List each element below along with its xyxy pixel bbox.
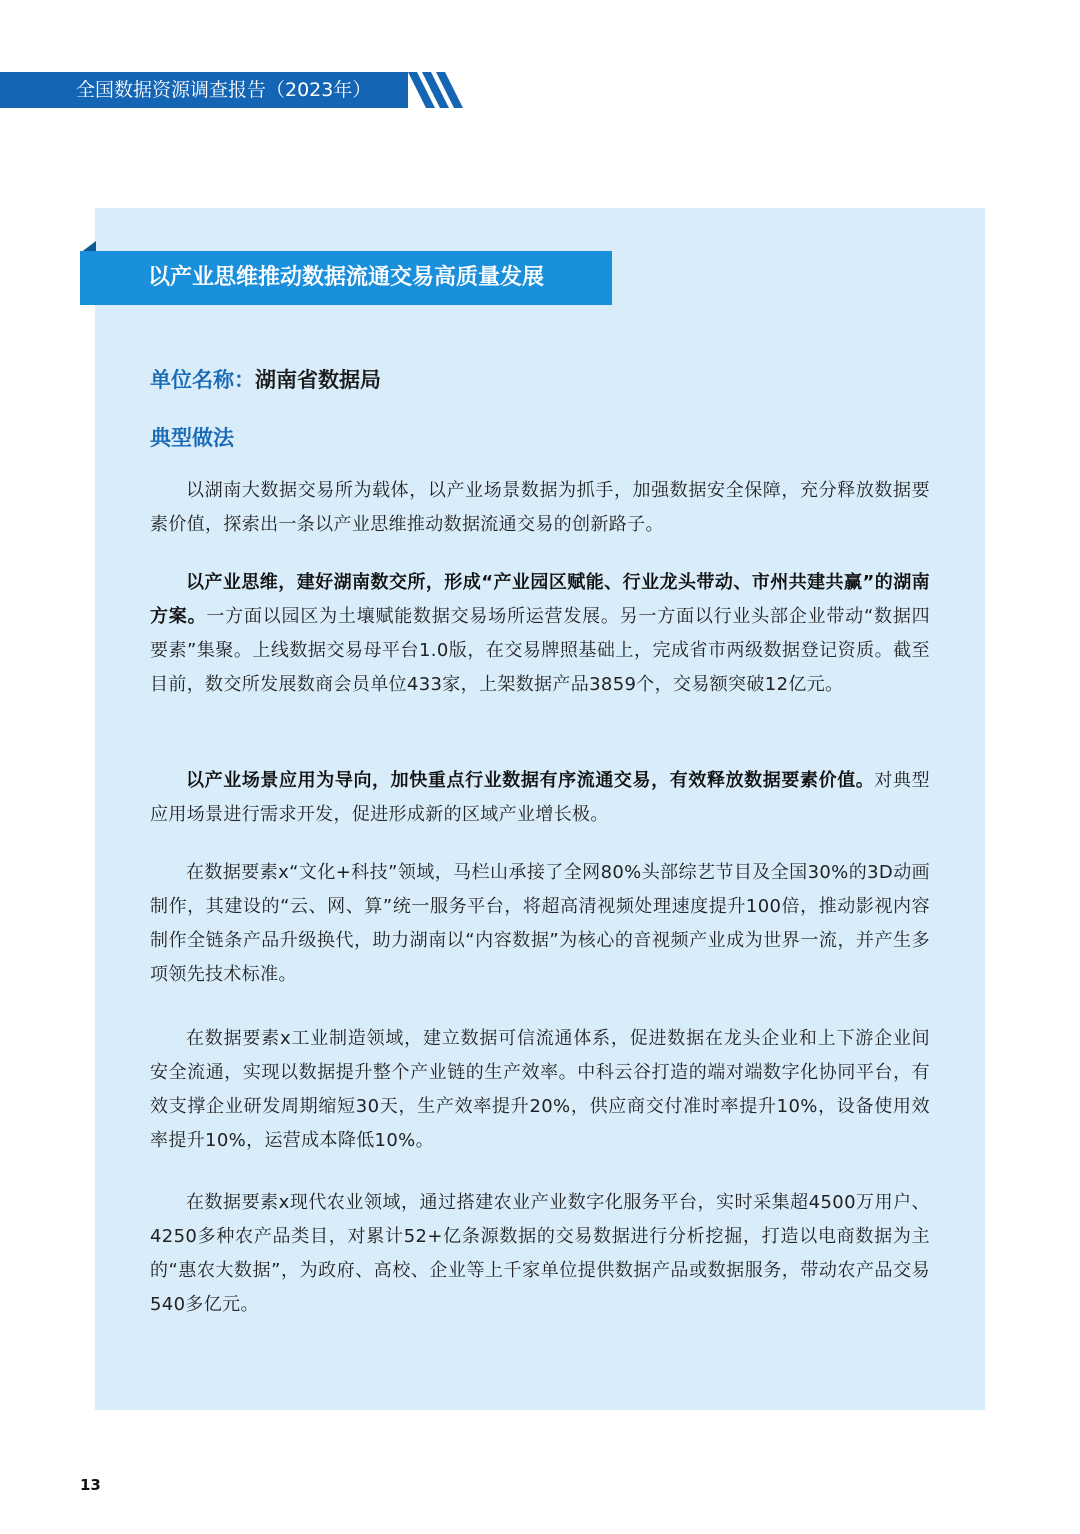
case-title: 以产业思维推动数据流通交易高质量发展 — [148, 265, 545, 290]
paragraph-text: 在数据要素x工业制造领域，建立数据可信流通体系，促进数据在龙头企业和上下游企业间安全流通，实现以数据提升整个产业链的生产效率。中科云谷打造的端对端数字化协同平台，有效支撑企业研发周期缩短30天，生产效率提升20%，供应商交付准时率提升10%，设备使用效率提升10%，运营成本降低10%。 — [150, 1028, 930, 1151]
paragraph-scenario-application — [150, 764, 930, 832]
paragraph-text: 一方面以园区为土壤赋能数据交易场所运营发展。另一方面以行业头部企业带动“数据四要素”集聚。上线数据交易母平台1.0版，在交易牌照基础上，完成省市两级数据登记资质。截至目前，数交所发展数商会员单位433家，上架数据产品3859个，交易额突破12亿元。 — [150, 606, 930, 695]
paragraph-intro — [150, 474, 930, 542]
paragraph-text: 在数据要素x现代农业领域，通过搭建农业产业数字化服务平台，实时采集超4500万用户、4250多种农产品类目，对累计52+亿条源数据的交易数据进行分析挖掘，打造以电商数据为主的“惠农大数据”，为政府、高校、企业等上千家单位提供数据产品或数据服务，带动农产品交易540多亿元。 — [150, 1192, 930, 1315]
report-title: 全国数据资源调查报告（2023年） — [76, 79, 372, 101]
paragraph-lead: 以产业场景应用为导向，加快重点行业数据有序流通交易，有效释放数据要素价值。 — [186, 770, 875, 791]
unit-label: 单位名称： — [150, 368, 255, 392]
unit-name: 湖南省数据局 — [255, 368, 381, 392]
header-stripes-decoration — [400, 72, 470, 108]
unit-line — [150, 364, 381, 394]
paragraph-text: 在数据要素x“文化+科技”领域，马栏山承接了全网80%头部综艺节目及全国30%的3D动画制作，其建设的“云、网、算”统一服务平台，将超高清视频处理速度提升100倍，推动影视内容制作全链条产品升级换代，助力湖南以“内容数据”为核心的音视频产业成为世界一流，并产生多项领先技术标准。 — [150, 862, 930, 985]
paragraph-modern-agriculture — [150, 1186, 930, 1322]
paragraph-text: 对典型应用场景进行需求开发，促进形成新的区域产业增长极。 — [150, 770, 930, 825]
section-heading: 典型做法 — [150, 426, 234, 450]
paragraph-lead: 以产业思维，建好湖南数交所，形成“产业园区赋能、行业龙头带动、市州共建共赢”的湖南方案。 — [150, 572, 930, 627]
paragraph-industrial-manufacturing — [150, 1022, 930, 1158]
paragraph-text: 以湖南大数据交易所为载体，以产业场景数据为抓手，加强数据安全保障，充分释放数据要素价值，探索出一条以产业思维推动数据流通交易的创新路子。 — [150, 480, 930, 535]
paragraph-culture-tech — [150, 856, 930, 992]
page-number: 13 — [80, 1476, 101, 1494]
paragraph-hunan-exchange — [150, 566, 930, 702]
